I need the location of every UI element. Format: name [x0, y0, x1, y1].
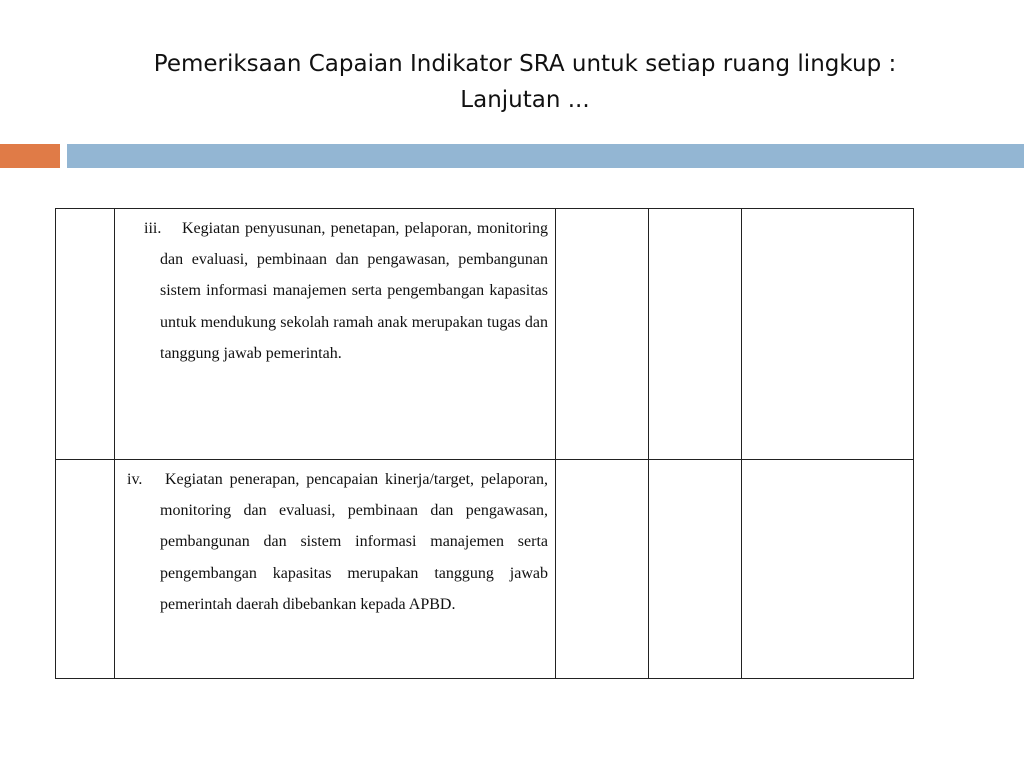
indicator-table	[55, 208, 914, 679]
table-cell-empty	[56, 209, 115, 460]
table-cell-empty	[556, 209, 649, 460]
item-text: Kegiatan penyusunan, penetapan, pelaporan, monitoring dan evaluasi, pembinaan dan pengawasan, pembangunan sistem informasi manajemen serta pengembangan kapasitas untuk mendukung sekolah ramah anak merupakan tugas dan tanggung jawab pemerintah.	[160, 220, 548, 362]
slide-title	[60, 46, 990, 118]
table-cell-empty	[649, 209, 742, 460]
table-cell-empty	[742, 209, 914, 460]
table-cell-description	[115, 460, 556, 679]
item-number: iii.	[144, 220, 162, 237]
item-number: iv.	[127, 471, 143, 488]
slide-title-line-1: Pemeriksaan Capaian Indikator SRA untuk setiap ruang lingkup :	[153, 51, 897, 77]
table-cell-empty	[742, 460, 914, 679]
item-text: Kegiatan penerapan, pencapaian kinerja/target, pelaporan, monitoring dan evaluasi, pembinaan dan pengawasan, pembangunan dan sistem informasi manajemen serta pengembangan kapasitas merupakan tanggung jawab pemerintah daerah dibebankan kepada APBD.	[160, 471, 548, 613]
list-item	[115, 460, 555, 620]
list-item	[115, 209, 555, 369]
accent-bar	[0, 144, 60, 168]
table-cell-empty	[649, 460, 742, 679]
table-cell-empty	[556, 460, 649, 679]
table-cell-description	[115, 209, 556, 460]
table-cell-empty	[56, 460, 115, 679]
header-divider-bar	[67, 144, 1024, 168]
table-row	[56, 460, 914, 679]
slide-title-line-2: Lanjutan ...	[460, 87, 590, 113]
table-row	[56, 209, 914, 460]
